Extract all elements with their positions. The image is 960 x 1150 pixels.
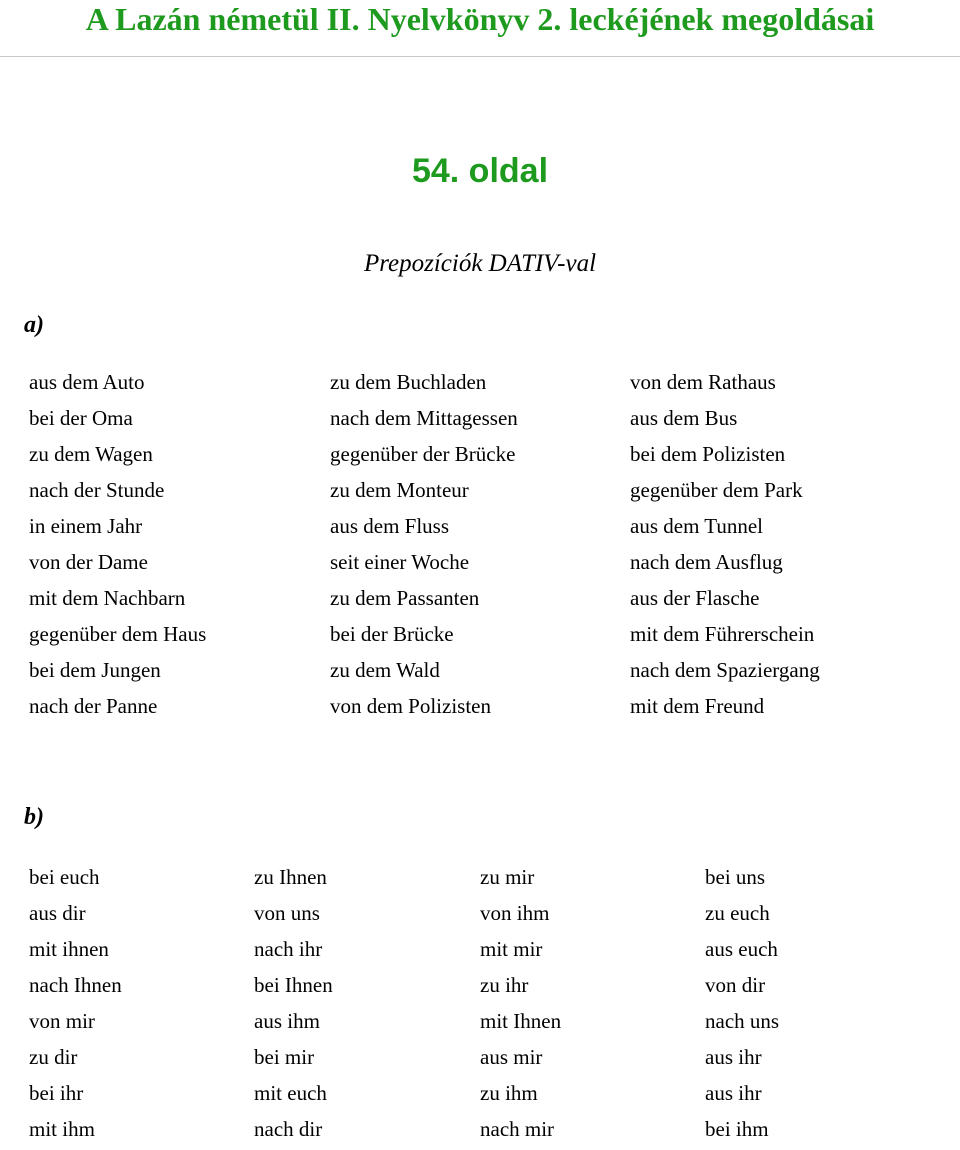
phrase-item: zu ihr <box>480 973 529 997</box>
section-b-column <box>29 862 122 1150</box>
phrase-item: nach Ihnen <box>29 973 122 997</box>
phrase-item: zu ihm <box>480 1081 538 1105</box>
phrase-item: von uns <box>254 901 320 925</box>
phrase-item: mit dem Freund <box>630 694 765 718</box>
section-a-column <box>630 367 820 727</box>
phrase-item: bei ihm <box>705 1117 769 1141</box>
phrase-item: zu dem Passanten <box>330 586 480 610</box>
phrase-item: zu dem Wagen <box>29 442 153 466</box>
section-a-column <box>29 367 206 727</box>
phrase-item: mit ihnen <box>29 937 109 961</box>
phrase-item: nach ihr <box>254 937 323 961</box>
phrase-item: mit dem Führerschein <box>630 622 815 646</box>
phrase-item: zu dem Monteur <box>330 478 469 502</box>
phrase-item: mit euch <box>254 1081 327 1105</box>
phrase-item: nach der Stunde <box>29 478 165 502</box>
phrase-item: von dem Polizisten <box>330 694 491 718</box>
phrase-item: nach dir <box>254 1117 323 1141</box>
phrase-item: zu mir <box>480 865 535 889</box>
phrase-item: nach dem Spaziergang <box>630 658 820 682</box>
phrase-item: gegenüber der Brücke <box>330 442 516 466</box>
phrase-item: mit mir <box>480 937 543 961</box>
section-a-label: a) <box>24 312 44 338</box>
phrase-item: bei der Oma <box>29 406 133 430</box>
phrase-item: aus dem Bus <box>630 406 738 430</box>
page-heading: 54. oldal <box>411 152 549 190</box>
phrase-item: aus mir <box>480 1045 543 1069</box>
section-subtitle: Prepozíciók DATIV-val <box>363 250 597 277</box>
phrase-item: gegenüber dem Park <box>630 478 803 502</box>
phrase-item: seit einer Woche <box>330 550 470 574</box>
phrase-item: von mir <box>29 1009 95 1033</box>
section-b-label: b) <box>24 804 44 830</box>
phrase-item: zu euch <box>705 901 770 925</box>
phrase-item: bei dem Jungen <box>29 658 161 682</box>
phrase-item: von ihm <box>480 901 550 925</box>
phrase-item: bei der Brücke <box>330 622 454 646</box>
phrase-item: gegenüber dem Haus <box>29 622 207 646</box>
phrase-item: von der Dame <box>29 550 148 574</box>
phrase-item: aus dem Auto <box>29 370 145 394</box>
section-b-column <box>705 862 779 1150</box>
phrase-item: aus ihm <box>254 1009 320 1033</box>
phrase-item: aus dem Tunnel <box>630 514 764 538</box>
phrase-item: bei dem Polizisten <box>630 442 786 466</box>
phrase-item: bei Ihnen <box>254 973 333 997</box>
phrase-item: bei ihr <box>29 1081 84 1105</box>
phrase-item: nach dem Ausflug <box>630 550 783 574</box>
phrase-item: bei mir <box>254 1045 315 1069</box>
phrase-item: mit ihm <box>29 1117 95 1141</box>
phrase-item: nach uns <box>705 1009 780 1033</box>
phrase-item: zu dem Wald <box>330 658 440 682</box>
phrase-item: aus euch <box>705 937 778 961</box>
phrase-item: aus dir <box>29 901 86 925</box>
section-b-column <box>480 862 561 1150</box>
phrase-item: nach dem Mittagessen <box>330 406 518 430</box>
phrase-item: von dem Rathaus <box>630 370 776 394</box>
phrase-item: aus ihr <box>705 1045 762 1069</box>
section-b-column <box>254 862 333 1150</box>
phrase-item: bei euch <box>29 865 100 889</box>
phrase-item: von dir <box>705 973 766 997</box>
phrase-item: zu dir <box>29 1045 78 1069</box>
document-title: A Lazán németül II. Nyelvkönyv 2. leckéjének megoldásai <box>85 1 875 37</box>
phrase-item: mit Ihnen <box>480 1009 562 1033</box>
phrase-item: nach mir <box>480 1117 555 1141</box>
section-a-column <box>330 367 518 727</box>
phrase-item: aus der Flasche <box>630 586 760 610</box>
phrase-item: nach der Panne <box>29 694 158 718</box>
phrase-item: in einem Jahr <box>29 514 143 538</box>
phrase-item: zu Ihnen <box>254 865 327 889</box>
phrase-item: mit dem Nachbarn <box>29 586 186 610</box>
phrase-item: aus dem Fluss <box>330 514 450 538</box>
phrase-item: zu dem Buchladen <box>330 370 487 394</box>
phrase-item: aus ihr <box>705 1081 762 1105</box>
title-divider <box>0 56 960 57</box>
phrase-item: bei uns <box>705 865 766 889</box>
